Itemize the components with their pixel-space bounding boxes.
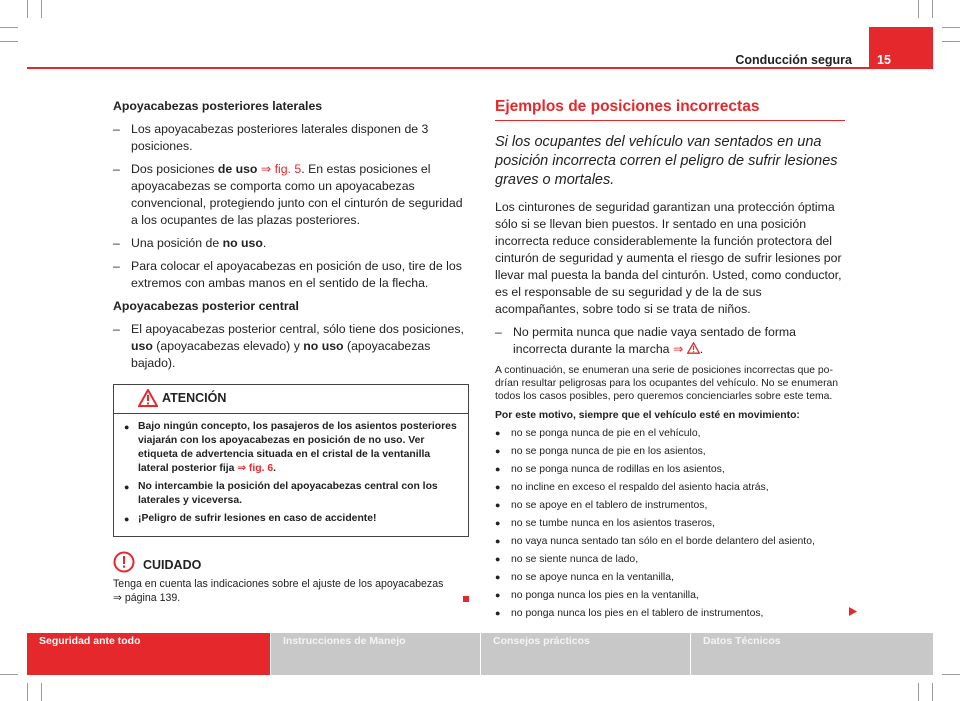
note-paragraph: A continuación, se enumeran una serie de posiciones incorrectas que podrían resultar peligrosas para los ocupantes del vehículo. No se enumeran todos los casos posibles, pero queremos concienciarles sobre este tema. <box>495 365 839 402</box>
warning-title: ATENCIÓN <box>162 391 227 405</box>
section-subtitle: Si los ocupantes del vehículo van sentados en una posición incorrecta corren el peligro de sufrir lesiones graves o mortales. <box>495 134 838 188</box>
crop-mark <box>932 683 933 701</box>
warning-item <box>124 420 458 476</box>
crop-mark <box>918 683 919 701</box>
item-text: . <box>699 342 704 356</box>
list-item: ● no se ponga nunca de rodillas en los asientos, <box>495 463 845 476</box>
list-item <box>113 235 469 252</box>
item-text: . En estas posiciones el apoyacabezas se comporta como un apoyacabezas convencional, protegiendo junto con el cinturón de seguridad a los ocupantes de las plazas posteriores. <box>131 162 463 227</box>
list-item: ● no incline en exceso el respaldo del asiento hacia atrás, <box>495 481 845 494</box>
crop-mark <box>41 0 42 18</box>
crop-mark <box>942 41 960 42</box>
warning-item <box>124 512 458 526</box>
warning-box <box>113 384 469 537</box>
tab-seguridad[interactable]: Seguridad ante todo <box>27 633 270 675</box>
crop-mark <box>918 0 919 18</box>
item-text: . <box>273 463 277 474</box>
fig5-link[interactable]: ⇒ fig. 5 <box>260 162 302 176</box>
warning-triangle-icon[interactable] <box>687 342 700 354</box>
list-item: ● no vaya nunca sentado tan sólo en el borde delantero del asiento, <box>495 535 845 548</box>
list-item: ● no se ponga nunca de pie en el vehículo, <box>495 427 845 440</box>
crop-mark <box>41 683 42 701</box>
crop-mark <box>0 27 18 28</box>
item-bold: no uso <box>303 339 344 353</box>
header-rule <box>27 67 933 69</box>
item-text: No intercambie la posición del apoyacabezas central con los laterales y viceversa. <box>138 481 438 506</box>
fig6-link[interactable]: ⇒ fig. 6 <box>237 463 274 474</box>
item-text: ¡Peligro de sufrir lesiones en caso de accidente! <box>138 513 377 524</box>
continue-arrow-icon <box>849 607 857 616</box>
crop-mark <box>942 27 960 28</box>
item-text: Los apoyacabezas posteriores laterales disponen de 3 posiciones. <box>131 122 429 153</box>
end-marker <box>463 596 469 602</box>
page-reference-link[interactable]: ⇒ página 139. <box>113 592 181 604</box>
list-item: ● no se tumbe nunca en los asientos traseros, <box>495 517 845 530</box>
list-item: ● no se apoye nunca en la ventanilla, <box>495 571 845 584</box>
list-item <box>113 121 469 155</box>
list-item: ● no se apoye en el tablero de instrumentos, <box>495 499 845 512</box>
item-text: (apoyacabezas bajado). <box>131 339 431 370</box>
list-item: ● no ponga nunca los pies en la ventanilla, <box>495 589 845 602</box>
page-number: 15 <box>877 53 891 67</box>
item-text: Una posición de <box>131 236 223 250</box>
tab-datos[interactable]: Datos Técnicos <box>690 633 933 675</box>
item-bold: no uso <box>222 236 263 250</box>
warning-item <box>124 480 458 508</box>
footer-tabs <box>27 633 933 675</box>
crop-mark <box>0 41 18 42</box>
header-title: Conducción segura <box>735 53 852 67</box>
crop-mark <box>942 674 960 675</box>
right-column <box>495 98 845 625</box>
tab-instrucciones[interactable]: Instrucciones de Manejo <box>270 633 480 675</box>
list-item <box>113 258 469 292</box>
item-bold: uso <box>131 339 153 353</box>
heading-lateral: Apoyacabezas posteriores laterales <box>113 99 323 113</box>
crop-mark <box>0 674 18 675</box>
list-item <box>113 161 469 229</box>
warning-triangle-icon <box>138 389 158 407</box>
crop-mark <box>27 683 28 701</box>
crop-mark <box>932 0 933 18</box>
heading-central: Apoyacabezas posterior central <box>113 299 299 313</box>
item-text: (apoyacabezas elevado) y <box>152 339 304 353</box>
item-text: Para colocar el apoyacabezas en posición de uso, tire de los extremos con ambas manos en el sentido de la flecha. <box>131 259 462 290</box>
list-item: ● no se ponga nunca de pie en los asientos, <box>495 445 845 458</box>
item-text: Dos posiciones <box>131 162 218 176</box>
section-title: Ejemplos de posiciones incorrectas <box>495 98 845 121</box>
bullet-list <box>495 427 845 620</box>
caution-text <box>113 577 469 605</box>
item-text: no ponga nunca los pies en el tablero de instrumentos, <box>511 608 764 619</box>
item-bold: de uso <box>217 162 258 176</box>
item-text: No permita nunca que nadie vaya sentado de forma incorrecta durante la marcha <box>513 325 797 356</box>
caution-note <box>113 551 469 605</box>
item-text: Bajo ningún concepto, los pasajeros de los asientos posteriores viajarán con los apoyacabezas en posición de no uso. Ver etiqueta de advertencia situada en el cristal de la ventanilla lateral posterior fija <box>138 421 457 474</box>
left-column <box>113 98 469 605</box>
item-text: El apoyacabezas posterior central, sólo tiene dos posiciones, <box>131 322 464 336</box>
caution-title: CUIDADO <box>143 558 202 572</box>
list-item <box>495 324 845 358</box>
warning-link[interactable]: ⇒ <box>672 342 684 356</box>
tab-consejos[interactable]: Consejos prácticos <box>480 633 690 675</box>
caution-icon <box>113 551 135 573</box>
caution-line: Tenga en cuenta las indicaciones sobre el ajuste de los apoyacabezas <box>113 578 444 590</box>
intro-paragraph: Los cinturones de seguridad garantizan una protección óptima sólo si se llevan bien puestos. Ir sentado en una posición incorrecta reduce considerablemente la función protectora del cinturón de seguridad y aumenta el riesgo de sufrir lesiones por llevar mal puesta la banda del cinturón. Usted, como conductor, es el responsable de su seguridad y de la de sus acompañantes, sobre todo si se trata de niños. <box>495 200 842 316</box>
crop-mark <box>27 0 28 18</box>
item-text: . <box>262 236 267 250</box>
list-item <box>113 321 469 372</box>
list-item <box>495 607 845 620</box>
list-item: ● no se siente nunca de lado, <box>495 553 845 566</box>
list-lead: Por este motivo, siempre que el vehículo esté en movimiento: <box>495 410 800 421</box>
warning-header <box>114 385 468 414</box>
